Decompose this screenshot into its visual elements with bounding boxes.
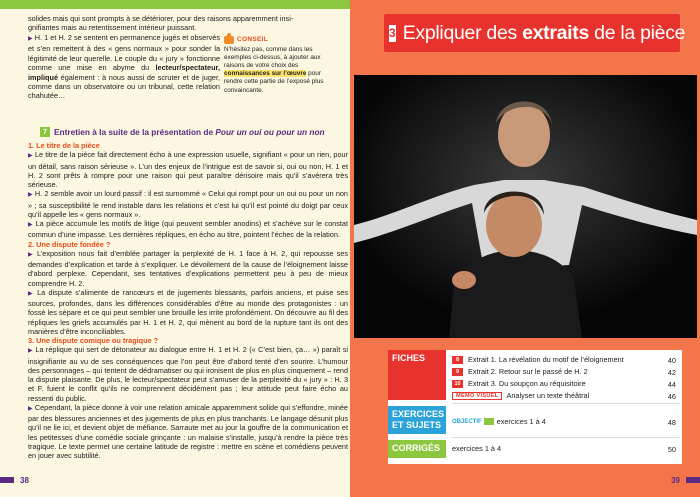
chapter-title — [403, 22, 686, 45]
memo-title: Analyser un texte théâtral — [506, 391, 590, 400]
tip-text-c: pour rendre cette partie de l’exposé plus convaincante. — [224, 70, 324, 94]
page-number-bar — [0, 477, 14, 483]
exercices-page: 48 — [667, 418, 676, 427]
intro-paragraph — [28, 33, 220, 101]
memo-item[interactable] — [452, 391, 589, 400]
intro-line-2: gnifiantes mais au retentissement intérieur puissant. — [28, 23, 197, 33]
page-number-text: 38 — [20, 475, 29, 485]
memo-page: 46 — [667, 392, 676, 401]
intro-text — [28, 14, 346, 33]
exercices-label-line2: ET SUJETS — [392, 420, 442, 430]
fiche-title: Extrait 2. Retour sur le passé de H. 2 — [468, 367, 588, 376]
divider — [452, 437, 680, 438]
stage-photo-illustration — [354, 75, 697, 338]
corriges-label: CORRIGÉS — [388, 440, 446, 458]
divider — [452, 403, 680, 404]
triangle-bullet-icon: ▶ — [28, 290, 34, 297]
triangle-bullet-icon: ▶ — [28, 192, 33, 199]
page-number-text: 39 — [671, 475, 680, 485]
fiche-title: Extrait 3. Du soupçon au réquisitoire — [468, 379, 586, 388]
fiche-number: 9 — [452, 368, 463, 376]
stage-photo — [354, 75, 697, 338]
exercices-label — [388, 406, 446, 434]
exercices-text: exercices 1 à 4 — [496, 417, 546, 426]
corriges-item[interactable] — [452, 444, 501, 453]
fiche-item[interactable] — [452, 355, 624, 364]
tip-text-a: N’hésitez pas, comme dans les exemples ci-dessus, à ajouter aux raisons de votre choix des — [224, 46, 321, 70]
answer-body — [28, 141, 348, 460]
intro-line-1: solides mais qui sont prompts à se détériorer, pour des raisons apparemment insi- — [28, 14, 294, 23]
section-heading — [40, 127, 325, 137]
chapter-number: 3 — [389, 26, 396, 40]
paragraph-3: La pièce accumule les motifs de litige (qui peuvent sembler anodins) et s’achève sur le constat commun d’une impasse. Les dernières répliques, en écho au titre, pointent l’échec de la relation. — [28, 219, 348, 240]
chapter-title-bold: extraits — [522, 21, 590, 44]
triangle-bullet-icon: ▶ — [28, 405, 33, 412]
section-title-b: Pour un oui ou pour un non — [215, 127, 325, 137]
tip-text-bold: connaissances sur l’œuvre — [224, 70, 307, 78]
triangle-bullet-icon: ▶ — [28, 348, 33, 355]
page-number-left — [0, 474, 36, 486]
paragraph-6: La réplique qui sert de détonateur au dialogue entre H. 1 et H. 2 (« C’est bien, ça… ») paraît si insignifiante au vu de ses conséquences que l’on peut être d’abord tenté d’en sourire. L’humour des personnages – qui tentent de dédramatiser ou qui ironisent de plus en plus cinquement – rend la dispute plaisante. De plus, le lecteur/spectateur peut s’amuser de la perplexité du « jury » : H. 3 et F. fuient le conflit qu’ils ne comprennent décidément pas ; leur attitude peut faire écho au ressenti du public. — [28, 345, 348, 403]
page-number-bar — [686, 477, 700, 483]
subheading-3: 3. Une dispute comique ou tragique ? — [28, 336, 159, 345]
paragraph-2: H. 2 semble avoir un lourd passif : il est surnommé « Celui qui rompt pour un oui ou pour un non » ; sa susceptibilité le rend instable dans les relations et c’est lui qu’il est pointé du doigt par ceux qu’il appelle les « gens normaux ». — [28, 189, 348, 219]
fiche-title: Extrait 1. La révélation du motif de l’éloignement — [468, 355, 624, 364]
section-title-a: Entretien à la suite de la présentation de — [54, 127, 216, 137]
subheading-2: 2. Une dispute fondée ? — [28, 239, 111, 249]
paragraph-1: Le titre de la pièce fait directement écho à une expression usuelle, signifiant « pour un rien, pour un détail, sans raison sérieuse ». L’un des enjeux de l’intrigue est de savoir si, oui ou non, H. 1 et H. 2 sont prêts à rompre pour une raison qui peut paraître dérisoire mais qu’il s’avérera très sérieuse. — [28, 150, 348, 189]
exercices-item[interactable] — [452, 417, 546, 426]
triangle-bullet-icon: ▶ — [28, 251, 34, 258]
tip-box — [224, 36, 329, 95]
objectif-badge-icon — [484, 418, 494, 425]
tip-title: CONSEIL — [237, 36, 268, 43]
triangle-bullet-icon: ▶ — [28, 153, 33, 160]
triangle-bullet-icon: ▶ — [28, 36, 33, 42]
fiche-page: 40 — [667, 356, 676, 365]
paragraph-7: Cependant, la pièce donne à voir une relation amicale apparemment solide qui s’effondre, minée par des blessures anciennes et des jugements de plus en plus tranchants. Le langage désunit plus qu’il ne lie ici, et devient objet de méfiance. Sarraute met au jour la gouffre de la communication et les petitesses d’une comédie sociale grinçante : un malaise s’installe, jusqu’à rendre la pièce très tragique. Le texte permet une certaine latitude de registre : mettre en scène et comédiens peuvent en jouer avec subtilité. — [28, 402, 348, 460]
fiche-page: 42 — [667, 368, 676, 377]
intro-para-c: également : à nous aussi de scruter et de juger, comme dans un observatoire ou un tribunal, cette relation chahutée… — [28, 72, 220, 101]
thumbs-up-icon — [224, 36, 234, 44]
table-of-contents — [388, 350, 682, 464]
fiches-label: FICHES — [388, 350, 446, 400]
paragraph-4: L’exposition nous fait d’emblée partager la perplexité de H. 1 face à H. 2, qui repousse ses demandes d’explication et tarde à s’expliquer. Le dévoilement de la cause de l’éloignement laisse d’abord perplexe. Cependant, ses tentatives d’explications permettent peu à peu de mieux comprendre H. 2. — [28, 248, 348, 288]
subheading-1: 1. Le titre de la pièce — [28, 141, 100, 150]
chapter-title-c: de la pièce — [589, 21, 686, 44]
fiche-page: 44 — [667, 380, 676, 389]
fiche-number: 10 — [452, 380, 463, 388]
page-number-right — [664, 474, 700, 486]
top-green-band — [0, 0, 350, 9]
objectif-label: OBJECTIF — [452, 418, 482, 425]
fiche-item[interactable] — [452, 379, 586, 388]
chapter-title-bar — [384, 14, 686, 52]
right-page — [350, 0, 700, 497]
intro-para-a: H. 1 et H. 2 se sentent en permanence jugés et observés et s’en remettent à des « gens normaux » pour sonder la légitimité de leur querelle. Le couple du « jury » fonctionne comme une mise en abyme du — [28, 33, 220, 73]
memo-badge: MÉMO VISUEL — [452, 392, 502, 400]
corriges-page: 50 — [667, 445, 676, 454]
exercices-label-line1: EXERCICES — [392, 409, 445, 419]
section-number: 7 — [40, 127, 50, 137]
intro-para-bold: lecteur/spectateur, impliqué — [28, 63, 220, 82]
fiche-number: 8 — [452, 356, 463, 364]
fiche-item[interactable] — [452, 367, 588, 376]
triangle-bullet-icon: ▶ — [28, 222, 34, 228]
corriges-text: exercices 1 à 4 — [452, 444, 502, 453]
paragraph-5: La dispute s’alimente de rancœurs et de jugements blessants, parfois anciens, et puise ses sources, profondes, dans les différences considérables d’être au monde des protagonistes : un fossé les sépare et ce qui peut sembler une brouille les irrite profondément. On découvre au fil des répliques les griefs accumulés par H. 1 et H. 2, qui mènent au bord de la rupture tant ils ont des manières d’être inconciliables. — [28, 287, 349, 336]
chapter-title-a: Expliquer des — [402, 21, 523, 44]
